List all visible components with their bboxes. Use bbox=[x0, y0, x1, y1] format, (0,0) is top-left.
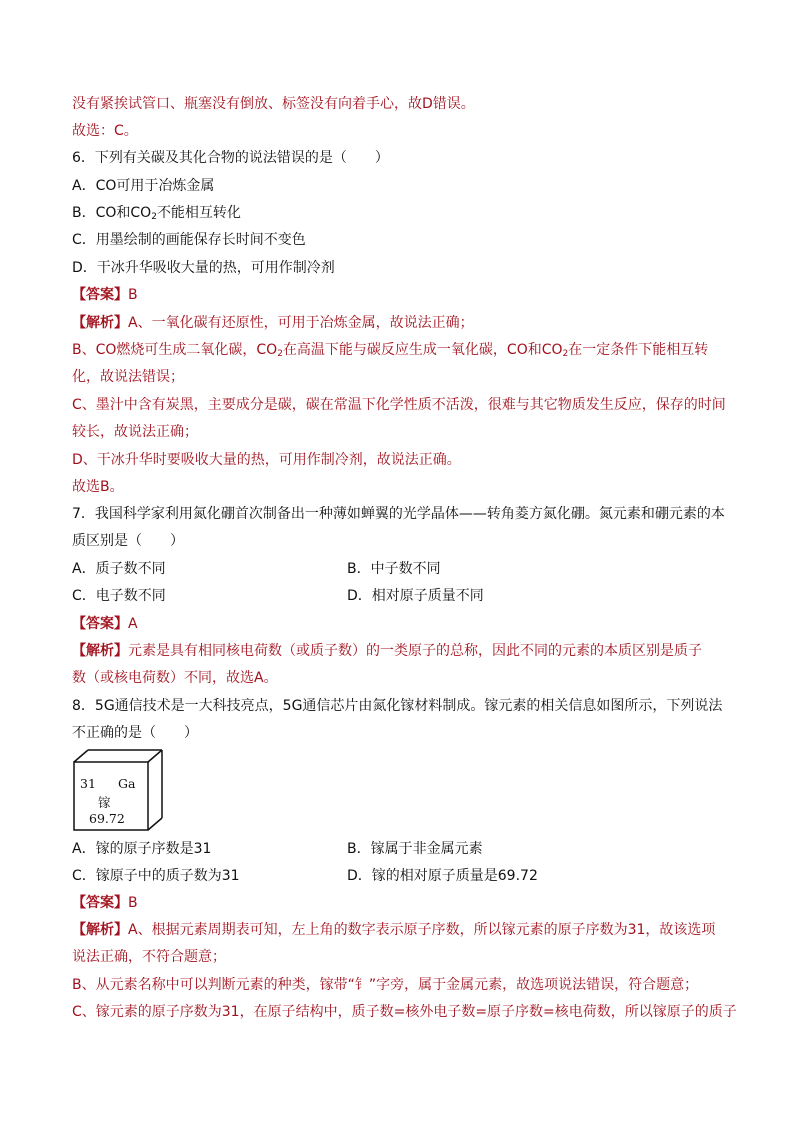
question-6-explanation-3: 化，故说法错误； bbox=[72, 369, 184, 385]
question-8-stem-1: 8．5G通信技术是一大科技亮点，5G通信芯片由氮化镓材料制成。镓元素的相关信息如图所示，下列说法 bbox=[72, 698, 723, 714]
question-7-explanation-2: 数（或核电荷数）不同，故选A。 bbox=[72, 670, 278, 686]
question-7-option-d: D．相对原子质量不同 bbox=[347, 588, 484, 604]
question-7-stem-2: 质区别是（ ） bbox=[72, 533, 184, 549]
question-6-explanation-7: 故选B。 bbox=[72, 479, 124, 495]
question-7-option-b: B．中子数不同 bbox=[347, 561, 441, 577]
question-6-option-b: B．CO和$CO_2$不能相互转化 bbox=[72, 205, 241, 222]
question-8-answer: 【答案】B bbox=[72, 895, 138, 911]
question-7-answer: 【答案】A bbox=[72, 616, 138, 632]
question-6-explanation-2: B、CO燃烧可生成二氧化碳，$CO_2$在高温下能与碳反应生成一氧化碳，CO和$CO_2$在一定条件下能相互转 bbox=[72, 342, 709, 359]
gallium-element-cell bbox=[72, 748, 164, 833]
question-6-answer: 【答案】B bbox=[72, 287, 138, 303]
carryover-line-1: 没有紧挨试管口、瓶塞没有倒放、标签没有向着手心，故D错误。 bbox=[72, 96, 475, 112]
element-name: 镓 bbox=[98, 795, 111, 810]
carryover-line-2: 故选：C。 bbox=[72, 123, 138, 139]
question-6-option-a: A．CO可用于冶炼金属 bbox=[72, 178, 215, 194]
question-8-option-c: C．镓原子中的质子数为31 bbox=[72, 868, 240, 884]
question-6-option-d: D．干冰升华吸收大量的热，可用作制冷剂 bbox=[72, 260, 335, 276]
question-7-stem-1: 7．我国科学家利用氮化硼首次制备出一种薄如蝉翼的光学晶体——转角菱方氮化硼。氮元素和硼元素的本 bbox=[72, 506, 725, 522]
question-8-explanation-3: B、从元素名称中可以判断元素的种类，镓带“钅”字旁，属于金属元素，故选项说法错误，符合题意； bbox=[72, 977, 699, 993]
question-7-explanation-1: 【解析】元素是具有相同核电荷数（或质子数）的一类原子的总称，因此不同的元素的本质区别是质子 bbox=[72, 643, 702, 659]
question-6-option-c: C．用墨绘制的画能保存长时间不变色 bbox=[72, 232, 306, 248]
question-8-explanation-2: 说法正确，不符合题意； bbox=[72, 949, 226, 965]
question-6-explanation-1: 【解析】A、一氧化碳有还原性，可用于冶炼金属，故说法正确； bbox=[72, 315, 474, 331]
question-8-option-d: D．镓的相对原子质量是69.72 bbox=[347, 868, 538, 884]
element-atomic-mass: 69.72 bbox=[89, 811, 125, 826]
question-8-option-a: A．镓的原子序数是31 bbox=[72, 841, 212, 857]
question-6-explanation-5: 较长，故说法正确； bbox=[72, 424, 198, 440]
question-8-explanation-1: 【解析】A、根据元素周期表可知，左上角的数字表示原子序数，所以镓元素的原子序数为31，故该选项 bbox=[72, 922, 716, 938]
question-8-explanation-4: C、镓元素的原子序数为31，在原子结构中，质子数=核外电子数=原子序数=核电荷数，所以镓原子的质子 bbox=[72, 1004, 737, 1020]
question-6-stem: 6．下列有关碳及其化合物的说法错误的是（ ） bbox=[72, 150, 389, 166]
element-atomic-number: 31 bbox=[80, 776, 96, 791]
question-6-explanation-6: D、干冰升华时要吸收大量的热，可用作制冷剂，故说法正确。 bbox=[72, 452, 461, 468]
element-symbol: Ga bbox=[118, 776, 136, 791]
question-7-option-c: C．电子数不同 bbox=[72, 588, 166, 604]
question-8-stem-2: 不正确的是（ ） bbox=[72, 725, 198, 741]
question-6-explanation-4: C、墨汁中含有炭黑，主要成分是碳，碳在常温下化学性质不活泼，很难与其它物质发生反应，保存的时间 bbox=[72, 397, 726, 413]
question-7-option-a: A．质子数不同 bbox=[72, 561, 166, 577]
question-8-option-b: B．镓属于非金属元素 bbox=[347, 841, 483, 857]
